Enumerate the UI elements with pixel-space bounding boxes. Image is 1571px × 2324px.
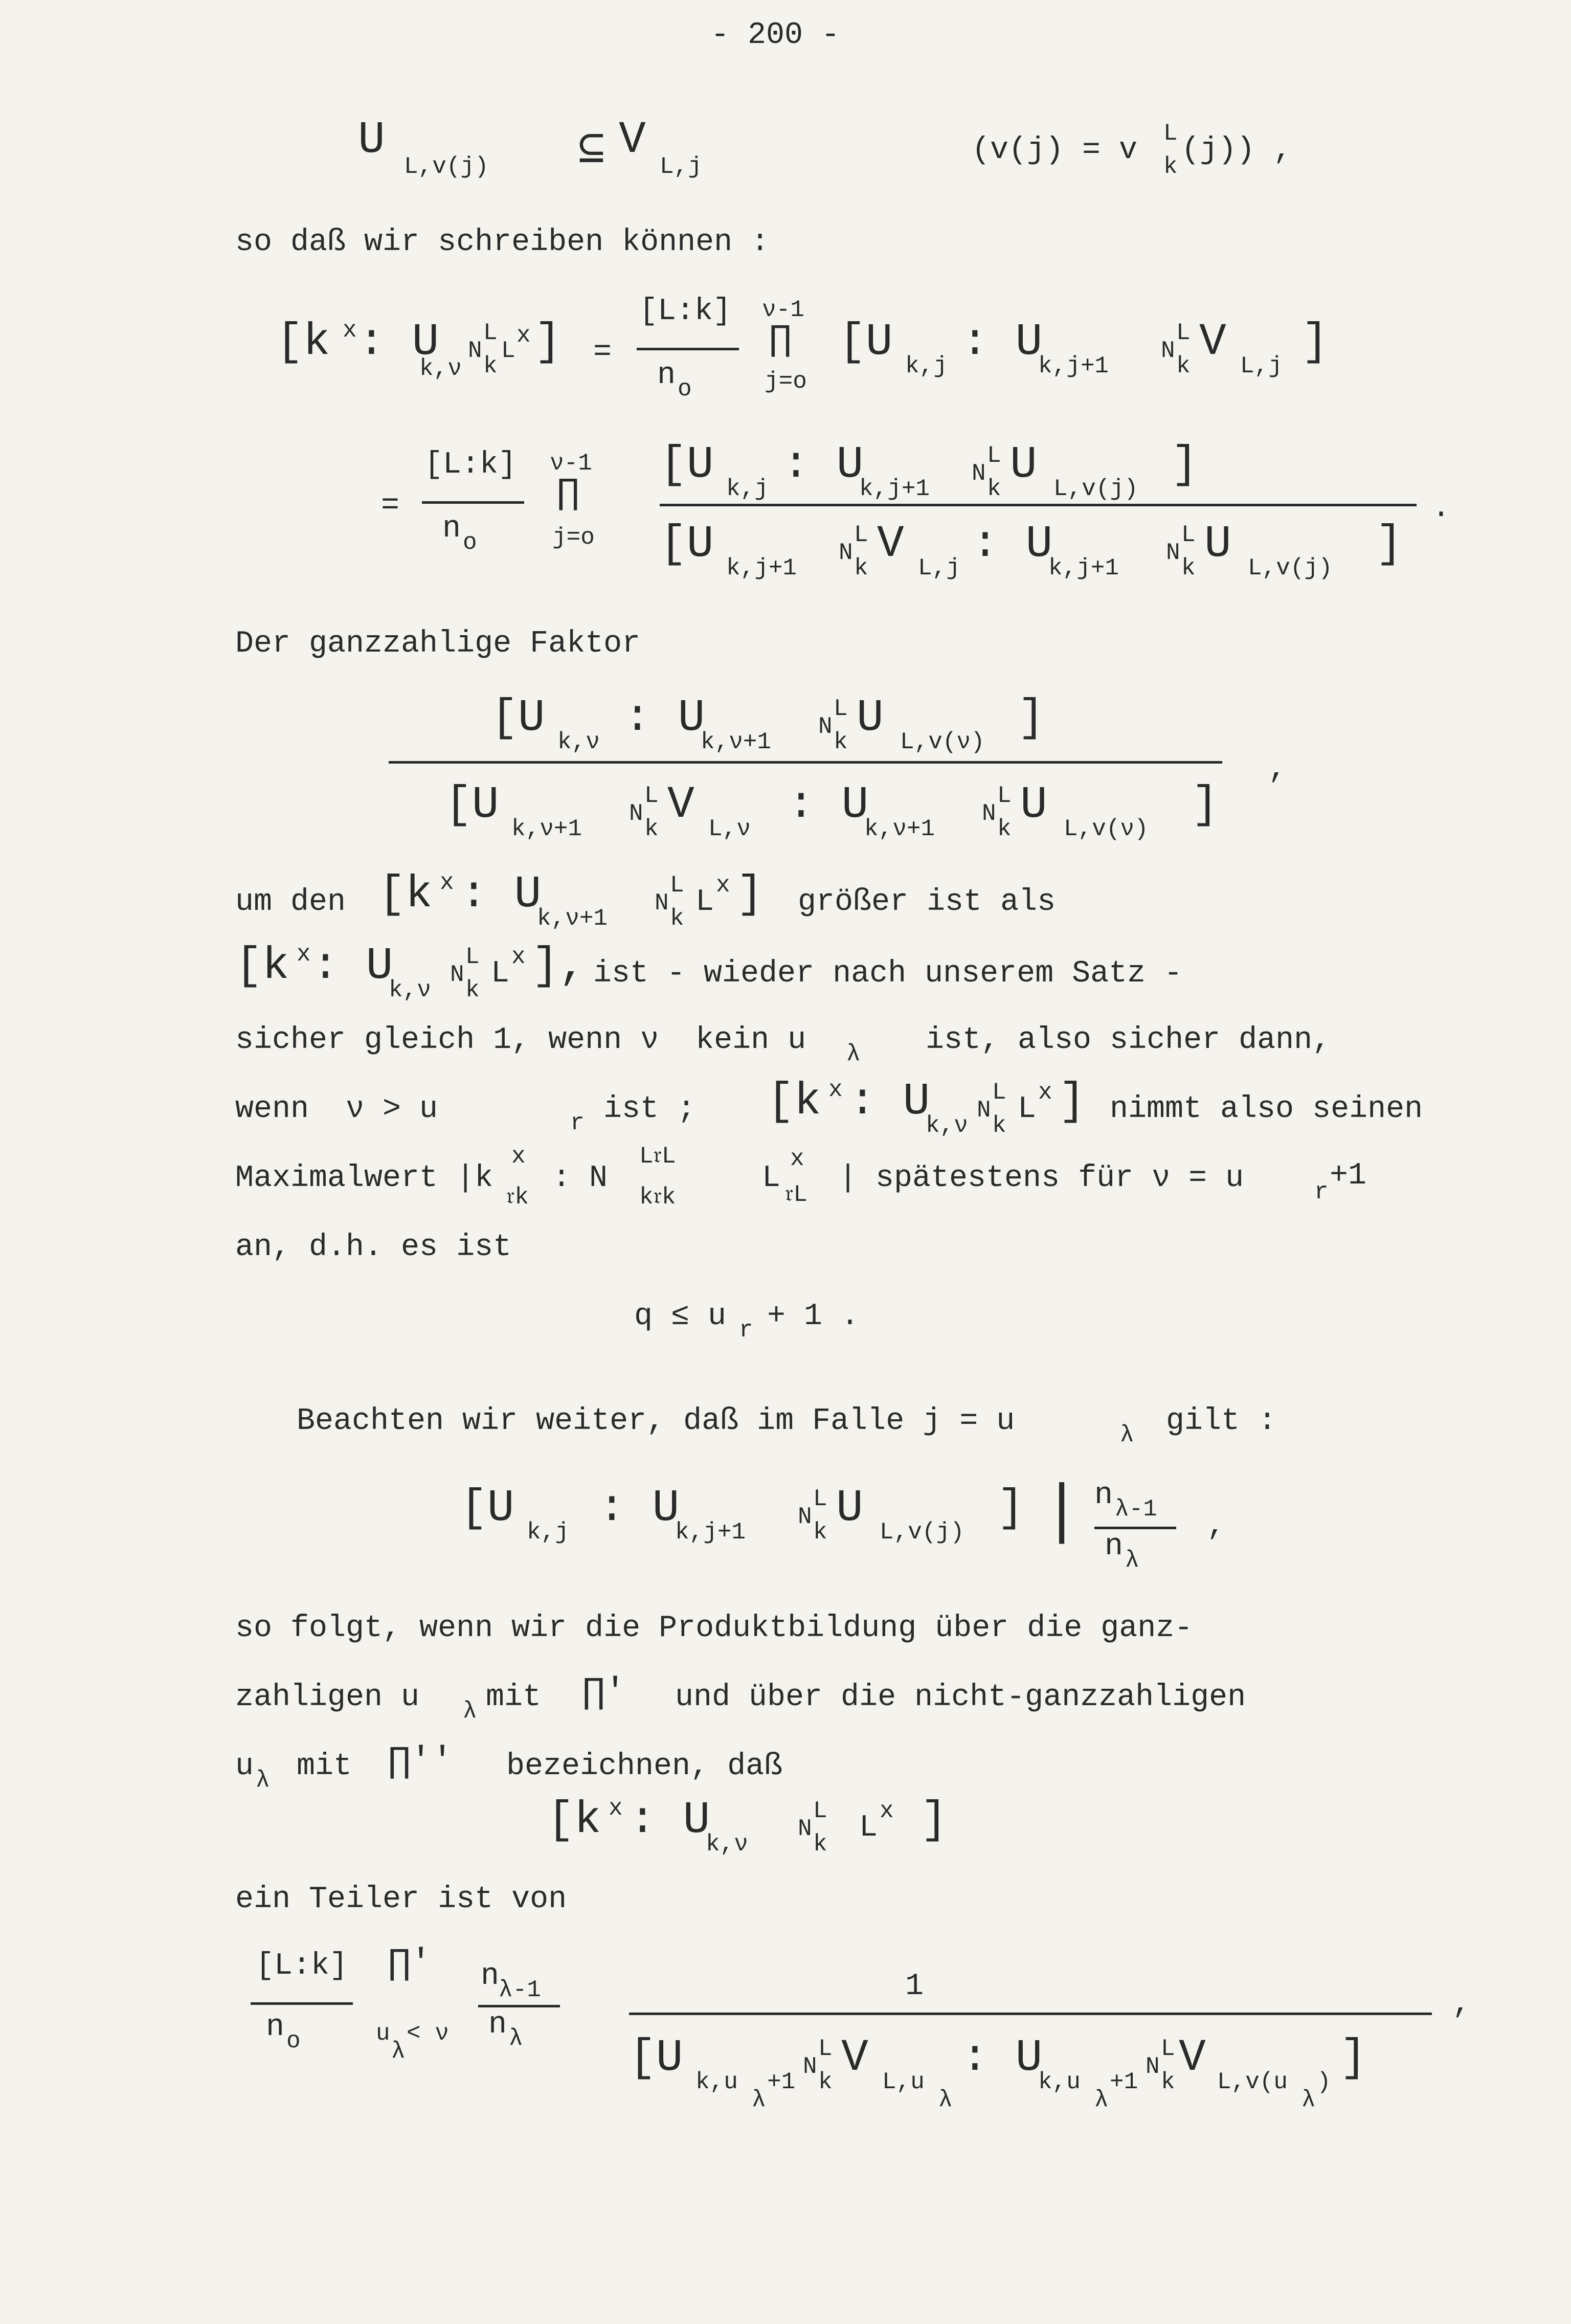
eq8-den-V2: V	[1179, 2033, 1206, 2084]
eq3-num-sub2: k,j+1	[859, 476, 930, 502]
eq1-cond-sub: k	[1163, 153, 1178, 180]
eq3-frac-den: n	[442, 511, 461, 546]
p1-l2c-sup: L	[465, 944, 480, 970]
eq4-num: [U	[491, 693, 545, 744]
eq4-den-N: N	[629, 800, 643, 827]
p1-l5a-x: x	[511, 1143, 526, 1170]
p1-l1d-sup: L	[670, 872, 684, 899]
eq8-den-N: N	[803, 2053, 817, 2080]
page-number: - 200 -	[711, 18, 840, 53]
eq6-sub2: k,j+1	[675, 1519, 746, 1546]
eq3-prod: ∏	[557, 473, 579, 513]
eq8-frac-den-sub: o	[286, 2028, 301, 2054]
eq6-frac-den: n	[1105, 1529, 1124, 1564]
eq3-frac-line	[422, 501, 524, 504]
eq3-den-Nsub: k	[854, 555, 868, 582]
eq4-den-Nsup: L	[644, 783, 659, 809]
p1-l4g: ]	[1059, 1077, 1086, 1127]
eq8-den-V: V	[841, 2033, 868, 2084]
eq8-den-Vsub: L,u	[882, 2069, 925, 2095]
eq6-frac-den-sub: λ	[1125, 1547, 1139, 1574]
eq4-den-colon: : U	[788, 780, 869, 831]
eq8-prod-bot-sub: λ	[391, 2038, 406, 2065]
eq6-U: U	[836, 1483, 863, 1534]
p2-l1: so folgt, wenn wir die Produktbildung über die ganz-	[235, 1611, 1193, 1646]
p1-l2b-sub: k,ν	[389, 977, 431, 1003]
p1-l4a: wenn ν > u	[235, 1092, 438, 1127]
eq7-Nsub: k	[813, 1831, 827, 1858]
eq6-div: |	[1043, 1473, 1081, 1544]
eq8-end: ,	[1452, 1987, 1471, 2022]
eq7-colon: : U	[629, 1795, 710, 1846]
eq3-den-sub2: k,j+1	[1048, 555, 1119, 582]
p1-l1g: größer ist als	[798, 885, 1056, 920]
p1-l1e-x: x	[716, 872, 730, 899]
p2-l2a: zahligen u	[235, 1680, 420, 1715]
p2-l3b: mit	[297, 1749, 352, 1784]
p1-l2d-x: x	[511, 944, 526, 970]
eq6-Nsub: k	[813, 1519, 827, 1546]
p2-l2d: und über die nicht-ganzzahligen	[675, 1680, 1246, 1715]
eq5-q: q ≤ u	[634, 1299, 727, 1334]
p1-l5e: +1	[1330, 1158, 1367, 1193]
eq2-lhs-N: N	[468, 338, 482, 364]
eq8-den-sub1: k,u	[695, 2069, 738, 2095]
p1-l5a: Maximalwert |k	[235, 1161, 493, 1196]
eq3-den-N2: N	[1166, 540, 1180, 566]
eq4-num-N: N	[818, 713, 833, 740]
eq6-Usub: L,v(j)	[880, 1519, 964, 1546]
eq4-den-sub1: k,ν+1	[511, 816, 582, 842]
eq3-den-sub1: k,j+1	[726, 555, 797, 582]
p1-l3a: sicher gleich 1, wenn ν kein u	[235, 1023, 806, 1058]
p1-l2d: L	[491, 956, 510, 991]
p1-l2b: : U	[312, 941, 393, 992]
eq3-num-U: U	[1010, 440, 1037, 490]
eq8-den-Vsubb: λ	[938, 2087, 953, 2113]
eq4-den-sub2: k,ν+1	[864, 816, 935, 842]
eq7-open: [k	[547, 1795, 601, 1846]
p1-l4e: N	[977, 1097, 991, 1124]
p1-l2c: N	[450, 962, 464, 988]
p2-l3a: u	[235, 1749, 254, 1784]
eq8-den-V2subb: λ	[1301, 2087, 1316, 2113]
eq2-rhs-sub2: k,j+1	[1038, 353, 1109, 379]
p1-l1a: um den	[235, 885, 346, 920]
eq6-sub1: k,j	[527, 1519, 569, 1546]
eq3-eq: =	[381, 488, 400, 523]
eq2-prod-top: ν-1	[762, 297, 804, 323]
eq6-colon: : U	[598, 1483, 680, 1534]
eq4-num-sub2: k,ν+1	[701, 729, 772, 755]
eq2-prod-bot: j=o	[765, 368, 807, 395]
eq3-num-Nsup: L	[987, 442, 1001, 469]
p1-l5b-sup: L𝔯L	[639, 1143, 676, 1170]
eq4-num-Nsup: L	[834, 696, 848, 722]
eq4-den-V: V	[667, 780, 694, 831]
p1-l4d: : U	[849, 1077, 930, 1127]
eq3-num-Usub: L,v(j)	[1053, 476, 1138, 502]
eq1-cond-sup: L	[1163, 120, 1178, 147]
p2-l3d: bezeichnen, daß	[506, 1749, 783, 1784]
p1-l3b: ist, also sicher dann,	[926, 1023, 1331, 1058]
eq8-f2-num-sub: λ-1	[499, 1977, 541, 2003]
p1-l5b: : N	[552, 1161, 608, 1196]
eq2-rhs-Vsub: L,j	[1240, 353, 1283, 379]
eq3-den-Nsup: L	[854, 522, 868, 548]
p1-l1c-sub: k,ν+1	[537, 905, 608, 932]
eq2-frac-den: n	[657, 358, 676, 393]
eq7-sub: k,ν	[706, 1831, 748, 1858]
p1-l1d-sub: k	[670, 905, 684, 932]
eq8-den-open: [U	[629, 2033, 683, 2084]
p1-l1b: [k	[378, 869, 433, 920]
p1-l2a-x: x	[297, 941, 311, 968]
p1-l6: an, d.h. es ist	[235, 1230, 512, 1265]
eq1-rel: ⊆	[578, 125, 605, 176]
eq4-den: [U	[445, 780, 499, 831]
eq1-rhs: V	[619, 115, 646, 166]
p1-l1b-x: x	[440, 869, 454, 896]
eq6-Nsup: L	[813, 1486, 827, 1512]
eq3-frac-den-sub: o	[463, 529, 477, 556]
eq1-rhs-sub: L,j	[660, 153, 702, 180]
p2-l2b: mit	[486, 1680, 542, 1715]
text-line-faktor: Der ganzzahlige Faktor	[235, 627, 641, 661]
eq2-frac-num: [L:k]	[639, 294, 732, 329]
eq1-lhs-sub: L,v(j)	[404, 153, 489, 180]
p1-l4f-x: x	[1038, 1079, 1052, 1106]
eq3-den-Vsub: L,j	[918, 555, 960, 582]
eq4-num-colon: : U	[624, 693, 705, 744]
p1-l4c-x: x	[828, 1077, 843, 1103]
p1-l5a-sub: 𝔯k	[506, 1184, 529, 1211]
eq8-prod-bot: u	[376, 2020, 390, 2047]
eq2-rhs-Nsub: k	[1176, 353, 1191, 379]
eq8-f2-num: n	[481, 1959, 500, 1994]
eq8-den-close: ]	[1340, 2033, 1367, 2084]
p1-l1e: L	[695, 885, 714, 920]
p1-l2f: ist - wieder nach unserem Satz -	[593, 956, 1183, 991]
eq8-frac-den: n	[266, 2010, 285, 2045]
eq2-rhs-Nsup: L	[1176, 320, 1191, 346]
eq2-rhs: [U	[839, 317, 893, 368]
eq1-cond: (v(j) = v	[972, 133, 1138, 168]
eq7-N: N	[798, 1816, 812, 1842]
eq3-frac-num: [L:k]	[424, 448, 517, 482]
eq1-lhs: U	[358, 115, 385, 166]
p1-l5c-x: x	[790, 1146, 804, 1172]
p1-l2e: ],	[532, 941, 586, 992]
p1-l1d: N	[655, 890, 669, 917]
eq8-den-sub1c: +1	[767, 2069, 796, 2095]
p1-l4b: ist ;	[603, 1092, 696, 1127]
p1-l2a: [k	[235, 941, 289, 992]
p1-l4f: L	[1018, 1092, 1037, 1127]
eq7-Lx: x	[880, 1798, 894, 1824]
eq3-den: [U	[660, 519, 714, 570]
eq7-Nsup: L	[813, 1798, 827, 1824]
eq2-eq: =	[593, 335, 612, 370]
eq8-prod-bot-end: < ν	[407, 2020, 449, 2047]
eq8-big-frac-line	[629, 2013, 1432, 2015]
beachten-sub: λ	[1120, 1422, 1134, 1448]
eq6-N: N	[798, 1504, 812, 1530]
p1-l5d-sub: r	[1314, 1179, 1329, 1205]
eq8-den-Nsub: k	[818, 2069, 833, 2095]
eq4-num-Nsub: k	[834, 729, 848, 755]
eq8-den-sub2: k,u	[1038, 2069, 1081, 2095]
eq2-rhs-N: N	[1161, 338, 1175, 364]
eq2-frac-line	[637, 348, 739, 350]
eq7-L: L	[859, 1811, 878, 1845]
eq6-frac-num: n	[1094, 1478, 1113, 1513]
eq4-den-Vsub: L,ν	[708, 816, 751, 842]
eq4-den-U: U	[1020, 780, 1047, 831]
p1-l5d: | spätestens für ν = u	[839, 1161, 1244, 1196]
eq4-num-sub1: k,ν	[557, 729, 600, 755]
eq8-den-N2sup: L	[1161, 2036, 1175, 2062]
eq3-den-colon: : U	[972, 519, 1053, 570]
eq8-prod: ∏'	[389, 1943, 432, 1984]
eq8-den-N2: N	[1146, 2053, 1160, 2080]
eq4-den-N2sup: L	[997, 783, 1012, 809]
eq3-num-sub1: k,j	[726, 476, 769, 502]
eq2-lhs-x: x	[343, 317, 357, 344]
eq7-close: ]	[921, 1795, 948, 1846]
eq2-lhs-end-x: x	[517, 322, 531, 349]
eq6-frac-num-sub: λ-1	[1115, 1496, 1157, 1523]
eq3-den-U: U	[1204, 519, 1231, 570]
eq4-den-N2sub: k	[997, 816, 1012, 842]
eq2-lhs-end: L	[501, 338, 515, 364]
eq3-end: .	[1432, 491, 1451, 526]
eq8-den-V2subc: )	[1317, 2069, 1331, 2095]
eq2-lhs: [k	[276, 317, 330, 368]
eq3-den-N: N	[839, 540, 853, 566]
eq2-lhs-sub: k,ν	[419, 355, 462, 382]
p1-l1f: ]	[736, 869, 764, 920]
eq6-end: ,	[1207, 1509, 1226, 1544]
eq4-den-Nsub: k	[644, 816, 659, 842]
p1-l5c: L	[762, 1161, 781, 1196]
beachten-a: Beachten wir weiter, daß im Falle j = u	[297, 1404, 1015, 1439]
eq4-den-N2: N	[982, 800, 996, 827]
eq8-frac-num: [L:k]	[256, 1949, 348, 1983]
p1-l5b-sub: k𝔯k	[639, 1184, 676, 1211]
eq1-cond-end: (j)) ,	[1181, 133, 1292, 168]
p2-l2a-sub: λ	[463, 1698, 477, 1725]
eq4-num-Usub: L,v(ν)	[900, 729, 985, 755]
eq8-f2-den-sub: λ	[509, 2025, 523, 2052]
p1-l1c: : U	[460, 869, 542, 920]
eq5-sub: r	[739, 1317, 753, 1344]
p2-l3c: ∏''	[389, 1741, 454, 1782]
eq4-den-close: ]	[1192, 780, 1219, 831]
eq3-den-close: ]	[1376, 519, 1403, 570]
eq8-den-Nsup: L	[818, 2036, 833, 2062]
p1-l3a-sub: λ	[846, 1041, 861, 1067]
eq3-den-Usub: L,v(j)	[1248, 555, 1333, 582]
p2-l2c: ∏'	[583, 1672, 626, 1713]
eq3-num-N: N	[972, 460, 986, 487]
eq2-frac-den-sub: o	[678, 376, 692, 403]
eq8-den-sub2c: +1	[1110, 2069, 1138, 2095]
beachten-b: gilt :	[1166, 1404, 1277, 1439]
eq4-den-Usub: L,v(ν)	[1064, 816, 1149, 842]
eq3-num-close: ]	[1171, 440, 1198, 490]
eq2-rhs-close: ]	[1301, 317, 1329, 368]
eq4-num-U: U	[857, 693, 884, 744]
eq3-den-N2sup: L	[1181, 522, 1196, 548]
eq2-lhs-Nsub: k	[483, 353, 498, 379]
eq3-num-colon: : U	[782, 440, 864, 490]
eq2-prod: ∏	[770, 320, 792, 360]
eq7-x: x	[609, 1795, 623, 1822]
eq3-prod-top: ν-1	[550, 450, 592, 477]
text-line-sodass: so daß wir schreiben können :	[235, 225, 770, 260]
p1-l4e-sub: k	[992, 1112, 1006, 1139]
eq6-open: [U	[460, 1483, 514, 1534]
p2-l3a-sub: λ	[256, 1767, 270, 1794]
eq4-frac-line	[389, 761, 1222, 764]
eq4-end: ,	[1268, 752, 1287, 787]
eq3-den-V: V	[877, 519, 904, 570]
eq2-rhs-sub1: k,j	[905, 353, 948, 379]
eq8-den-sub1b: λ	[752, 2087, 766, 2113]
eq6-close: ]	[997, 1483, 1024, 1534]
p1-l2c-sub: k	[465, 977, 480, 1003]
text-line-teiler: ein Teiler ist von	[235, 1882, 567, 1917]
eq4-num-close: ]	[1018, 693, 1045, 744]
p1-l4e-sup: L	[992, 1079, 1006, 1106]
eq8-den-colon: : U	[961, 2033, 1043, 2084]
p1-l4c: [k	[767, 1077, 821, 1127]
eq8-frac-line	[251, 2002, 353, 2005]
eq2-rhs-colon: : U	[961, 317, 1043, 368]
eq8-den-V2sub: L,v(u	[1217, 2069, 1288, 2095]
eq3-den-N2sub: k	[1181, 555, 1196, 582]
p1-l5c-sub: 𝔯L	[785, 1181, 807, 1208]
eq8-f2-den: n	[488, 2007, 507, 2042]
p1-l4a-sub: r	[570, 1110, 585, 1136]
eq8-big-num: 1	[905, 1969, 924, 2004]
eq3-num-Nsub: k	[987, 476, 1001, 502]
eq2-lhs-close: ]	[534, 317, 562, 368]
p1-l4h: nimmt also seinen	[1110, 1092, 1423, 1127]
eq5-end: + 1 .	[767, 1299, 860, 1334]
eq3-main-frac-line	[660, 504, 1417, 506]
eq3-prod-bot: j=o	[552, 524, 595, 551]
eq2-lhs-mid: : U	[358, 317, 439, 368]
eq8-den-N2sub: k	[1161, 2069, 1175, 2095]
p1-l4d-sub: k,ν	[926, 1112, 968, 1139]
eq2-lhs-Nsup: L	[483, 320, 498, 346]
eq8-den-sub2b: λ	[1094, 2087, 1109, 2113]
eq2-rhs-V: V	[1199, 317, 1226, 368]
eq3-num: [U	[660, 440, 714, 490]
